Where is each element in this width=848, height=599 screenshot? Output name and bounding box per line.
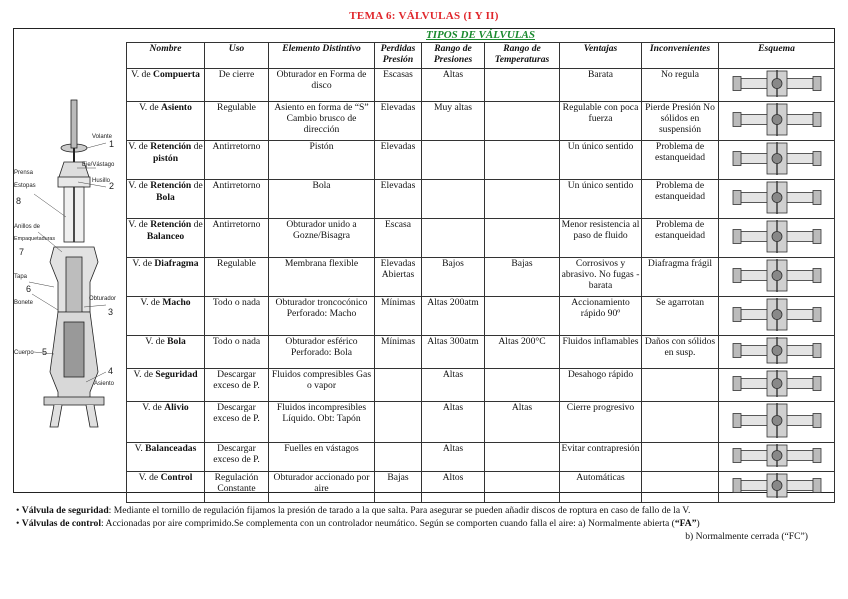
name-suffix: pistón [152, 152, 179, 164]
cell-temperaturas [485, 369, 560, 402]
cell-uso: Antirretorno [205, 141, 269, 180]
label-5: 5 [42, 347, 48, 357]
cell-ventajas: Fluidos inflamables [560, 336, 642, 369]
cell-presiones: Altos [422, 472, 485, 503]
valve-sketch [723, 258, 831, 293]
name-suffix: Bola [156, 191, 175, 203]
cell-nombre [127, 369, 205, 402]
cell-perdidas: Escasa [375, 219, 422, 258]
cell-inconvenientes: Diafragma frágil [642, 258, 719, 297]
cell-uso: Descargar exceso de P. [205, 443, 269, 472]
name-prefix: V. de [138, 472, 159, 483]
cell-elemento: Fluidos compresibles Gas o vapor [269, 369, 375, 402]
cell-presiones: Muy altas [422, 102, 485, 141]
name-main: Balanceadas [145, 443, 197, 454]
valve-types-table [126, 42, 835, 503]
cell-inconvenientes: Problema de estanqueidad [642, 141, 719, 180]
name-suffix: Balanceo [146, 230, 185, 242]
name-main: Asiento [161, 102, 192, 113]
name-main: Bola [167, 336, 186, 347]
cell-elemento: Obturador accionado por aire [269, 472, 375, 503]
cell-uso: De cierre [205, 69, 269, 102]
note-control: • Válvulas de control: Accionadas por aire comprimido.Se complementa con un controlador neumático. Según se comporten cuando falla el aire: a) Normalmente abierta (“FA”) [16, 518, 700, 529]
cell-presiones: Bajos [422, 258, 485, 297]
cell-esquema [719, 102, 835, 141]
cell-perdidas: Elevadas [375, 102, 422, 141]
label-anillos: Anillos de [14, 224, 41, 230]
cell-perdidas [375, 369, 422, 402]
cell-inconvenientes [642, 443, 719, 472]
table-row [127, 258, 835, 297]
cell-presiones: Altas 300atm [422, 336, 485, 369]
valve-sketch [723, 472, 831, 499]
name-prefix: V. de [132, 258, 152, 269]
table-row [127, 369, 835, 402]
cell-elemento: Obturador esférico Perforado: Bola [269, 336, 375, 369]
table-row [127, 297, 835, 336]
table-row [127, 180, 835, 219]
table-row [127, 336, 835, 369]
cell-uso: Todo o nada [205, 336, 269, 369]
cell-perdidas: Elevadas Abiertas [375, 258, 422, 297]
label-empaquetaduras: Empaquetaduras [14, 236, 56, 242]
cell-inconvenientes: No regula [642, 69, 719, 102]
col-temperaturas: Rango de Temperaturas [485, 43, 560, 69]
cell-temperaturas [485, 69, 560, 102]
cell-uso: Descargar exceso de P. [205, 402, 269, 443]
name-prefix: V. de [131, 69, 151, 80]
cell-perdidas: Elevadas [375, 141, 422, 180]
cell-inconvenientes [642, 472, 719, 503]
name-main: Retención [150, 219, 192, 230]
table-row [127, 102, 835, 141]
col-nombre: Nombre [127, 43, 205, 69]
cell-ventajas: Corrosivos y abrasivo. No fugas -barata [560, 258, 642, 297]
cell-perdidas: Bajas [375, 472, 422, 503]
cell-elemento: Fluidos incompresibles Líquido. Obt: Tapón [269, 402, 375, 443]
cell-temperaturas [485, 180, 560, 219]
cell-esquema [719, 472, 835, 503]
cell-presiones: Altas [422, 369, 485, 402]
label-husillo: Husillo [92, 178, 111, 184]
valve-sketch [723, 336, 831, 365]
col-esquema: Esquema [719, 43, 835, 69]
cell-perdidas: Mínimas [375, 336, 422, 369]
label-bonete: Bonete [14, 300, 34, 306]
note-control-fc: b) Normalmente cerrada (“FC”) [685, 531, 808, 542]
cell-temperaturas [485, 141, 560, 180]
cell-uso: Antirretorno [205, 219, 269, 258]
page-title: TEMA 6: VÁLVULAS (I Y II) [349, 10, 499, 22]
valve-sketch [723, 219, 831, 254]
cell-ventajas: Cierre progresivo [560, 402, 642, 443]
cell-perdidas [375, 402, 422, 443]
col-uso: Uso [205, 43, 269, 69]
name-prefix: V. de [140, 297, 160, 308]
name-prefix: V. de [128, 219, 148, 230]
name-connector: de [191, 180, 203, 191]
valve-sketch [723, 102, 831, 137]
cell-inconvenientes: Se agarrotan [642, 297, 719, 336]
label-2: 2 [109, 181, 115, 191]
name-main: Retención [150, 141, 192, 152]
table-row [127, 141, 835, 180]
label-cuerpo: Cuerpo [14, 350, 34, 356]
cell-presiones: Altas 200atm [422, 297, 485, 336]
cell-temperaturas [485, 297, 560, 336]
cell-perdidas: Mínimas [375, 297, 422, 336]
cell-nombre [127, 69, 205, 102]
cell-temperaturas [485, 219, 560, 258]
name-main: Seguridad [155, 369, 198, 380]
footnotes [16, 504, 836, 543]
cell-ventajas: Accionamiento rápido 90º [560, 297, 642, 336]
table-row [127, 219, 835, 258]
cell-presiones: Altas [422, 443, 485, 472]
cell-esquema [719, 141, 835, 180]
cell-nombre [127, 472, 205, 503]
cell-inconvenientes: Pierde Presión No sólidos en suspensión [642, 102, 719, 141]
valve-sketch [723, 297, 831, 332]
cell-ventajas: Evitar contrapresión [560, 443, 642, 472]
cell-uso: Regulable [205, 258, 269, 297]
cell-nombre [127, 141, 205, 180]
cell-ventajas: Automáticas [560, 472, 642, 503]
cell-presiones [422, 219, 485, 258]
cell-presiones [422, 180, 485, 219]
cell-ventajas: Regulable con poca fuerza [560, 102, 642, 141]
valve-sketch [723, 443, 831, 468]
cell-esquema [719, 369, 835, 402]
name-connector: de [191, 141, 203, 152]
cell-inconvenientes [642, 402, 719, 443]
cell-elemento: Obturador en Forma de disco [269, 69, 375, 102]
label-asiento: Asiento [94, 381, 115, 387]
name-connector: de [191, 219, 203, 230]
cell-elemento: Asiento en forma de “S” Cambio brusco de dirección [269, 102, 375, 141]
cell-presiones [422, 141, 485, 180]
col-ventajas: Ventajas [560, 43, 642, 69]
cell-uso: Regulación Constante [205, 472, 269, 503]
cell-nombre [127, 402, 205, 443]
label-1: 1 [109, 139, 115, 149]
cell-temperaturas: Altas 200°C [485, 336, 560, 369]
valve-sketch [723, 402, 831, 439]
section-title: TIPOS DE VÁLVULAS [425, 29, 535, 41]
cell-esquema [719, 219, 835, 258]
cell-nombre [127, 219, 205, 258]
cell-nombre [127, 258, 205, 297]
cell-elemento: Obturador unido a Gozne/Bisagra [269, 219, 375, 258]
cell-nombre [127, 336, 205, 369]
cell-inconvenientes: Problema de estanqueidad [642, 180, 719, 219]
col-presiones: Rango de Presiones [422, 43, 485, 69]
cell-ventajas: Un único sentido [560, 180, 642, 219]
cell-inconvenientes [642, 369, 719, 402]
header-row [127, 43, 835, 69]
cell-nombre [127, 297, 205, 336]
cell-nombre [127, 180, 205, 219]
valve-diagram [14, 42, 126, 492]
cell-perdidas: Elevadas [375, 180, 422, 219]
cell-uso: Todo o nada [205, 297, 269, 336]
label-3: 3 [108, 307, 114, 317]
valve-sketch [723, 369, 831, 398]
cell-esquema [719, 402, 835, 443]
cell-ventajas: Desahogo rápido [560, 369, 642, 402]
valve-sketch [723, 141, 831, 176]
cell-temperaturas [485, 102, 560, 141]
cell-ventajas: Un único sentido [560, 141, 642, 180]
cell-temperaturas [485, 472, 560, 503]
note-seguridad: • Válvula de seguridad: Mediante el tornillo de regulación fijamos la presión de tarado a la que salta. Para asegurar se pueden añadir discos de roptura en caso de fallo de la V. [16, 505, 691, 516]
name-prefix: V. de [133, 369, 153, 380]
cell-temperaturas [485, 443, 560, 472]
cell-nombre [127, 102, 205, 141]
cell-perdidas: Escasas [375, 69, 422, 102]
cell-presiones: Altas [422, 402, 485, 443]
cell-inconvenientes: Problema de estanqueidad [642, 219, 719, 258]
cell-ventajas: Barata [560, 69, 642, 102]
cell-elemento: Fuelles en vástagos [269, 443, 375, 472]
cell-uso: Descargar exceso de P. [205, 369, 269, 402]
cell-elemento: Membrana flexible [269, 258, 375, 297]
cell-esquema [719, 180, 835, 219]
name-prefix: V. [134, 443, 143, 454]
name-main: Compuerta [153, 69, 200, 80]
table-row [127, 443, 835, 472]
name-prefix: V. de [142, 402, 162, 413]
cell-ventajas: Menor resistencia al paso de fluido [560, 219, 642, 258]
cell-uso: Regulable [205, 102, 269, 141]
label-volante: Volante [92, 134, 113, 140]
cell-esquema [719, 258, 835, 297]
cell-esquema [719, 336, 835, 369]
cell-inconvenientes: Daños con sólidos en susp. [642, 336, 719, 369]
cell-elemento: Bola [269, 180, 375, 219]
label-tapa: Tapa [14, 274, 28, 280]
name-prefix: V. de [145, 336, 165, 347]
cell-esquema [719, 69, 835, 102]
valve-sketch [723, 180, 831, 215]
valve-sketch [723, 69, 831, 98]
name-main: Control [160, 472, 193, 483]
label-8: 8 [16, 196, 22, 206]
col-perdidas: Perdidas Presión [375, 43, 422, 69]
col-elemento: Elemento Distintivo [269, 43, 375, 69]
name-main: Diafragma [154, 258, 199, 269]
name-prefix: V. de [128, 141, 148, 152]
name-prefix: V. de [139, 102, 159, 113]
cell-temperaturas: Altas [485, 402, 560, 443]
table-row [127, 69, 835, 102]
name-main: Alivio [164, 402, 189, 413]
cell-elemento: Obturador troncocónico Perforado: Macho [269, 297, 375, 336]
label-obturador: Obturador [89, 296, 117, 302]
col-inconvenientes: Inconvenientes [642, 43, 719, 69]
label-estopas: Estopas [14, 183, 36, 189]
name-prefix: V. de [128, 180, 148, 191]
cell-esquema [719, 443, 835, 472]
label-4: 4 [108, 366, 114, 376]
cell-elemento: Pistón [269, 141, 375, 180]
name-main: Retención [150, 180, 192, 191]
cell-temperaturas: Bajas [485, 258, 560, 297]
cell-presiones: Altas [422, 69, 485, 102]
label-6: 6 [26, 284, 32, 294]
table-row [127, 402, 835, 443]
label-7: 7 [19, 247, 25, 257]
cell-uso: Antirretorno [205, 180, 269, 219]
name-main: Macho [162, 297, 191, 308]
table-row [127, 472, 835, 503]
label-prensa: Prensa [14, 170, 34, 176]
cell-perdidas [375, 443, 422, 472]
label-eje: Eje/Vástago [82, 162, 115, 168]
cell-nombre [127, 443, 205, 472]
cell-esquema [719, 297, 835, 336]
